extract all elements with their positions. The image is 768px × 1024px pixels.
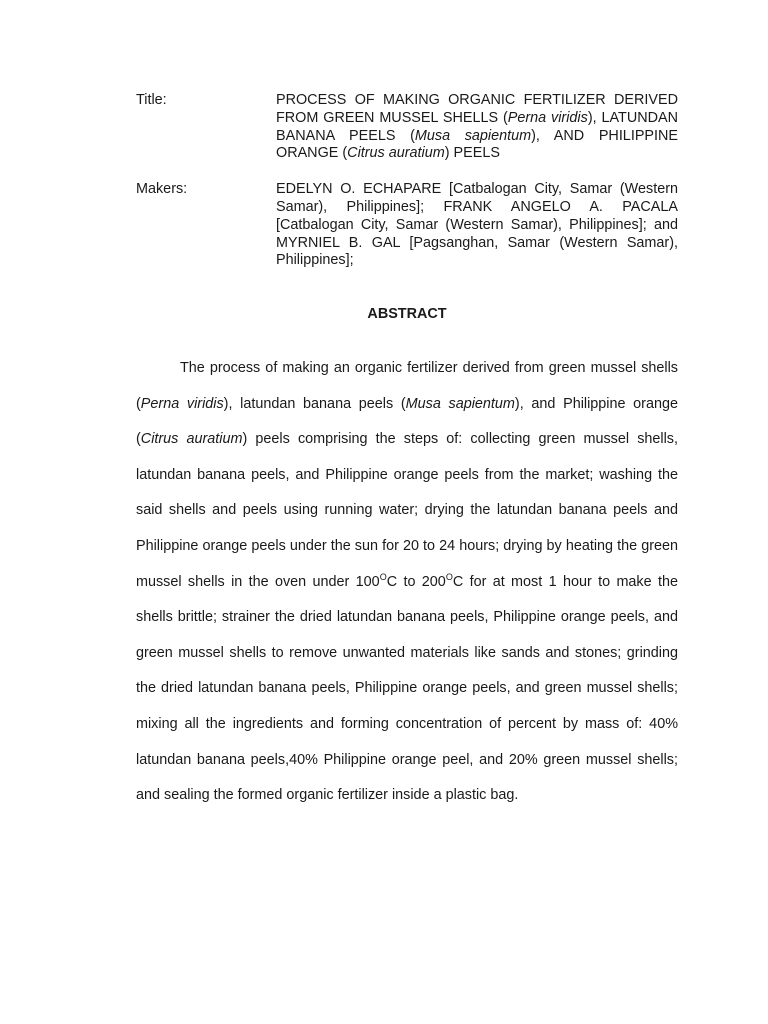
abstract-text: ), and Philippine orange ( [136, 395, 678, 448]
title-species-perna: Perna viridis [507, 109, 588, 126]
abstract-text: ) peels comprising the steps of: collecting green mussel shells, latundan banana peels, and Philippine orange peels from the market; washing the said shells and peels using running water; drying the latundan banana peels and Philippine orange peels under the sun for 20 to 24 hours; drying by heating the green mussel shells in the oven under 100 [136, 431, 678, 590]
abstract-text: C for at most 1 hour to make the shells brittle; strainer the dried latundan banana peels, Philippine orange peels, and green mussel shells to remove unwanted materials like sands and stones; grinding the dried latundan banana peels, Philippine orange peels, and green mussel shells; mixing all the ingredients and forming concentration of percent by mass of: 40% latundan banana peels,40% Philippine orange peel, and 20% green mussel shells; and sealing the formed organic fertilizer inside a plastic bag. [136, 573, 678, 804]
makers-row [136, 181, 678, 270]
abstract-species-perna: Perna viridis [140, 395, 224, 412]
makers-list: EDELYN O. ECHAPARE [Catbalogan City, Samar (Western Samar), Philippines]; FRANK ANGELO A. PACALA [Catbalogan City, Samar (Western Samar), Philippines]; and MYRNIEL B. GAL [Pagsanghan, Samar (Western Samar), Philippines]; [276, 181, 678, 269]
abstract-paragraph [136, 351, 678, 814]
abstract-text: The process of making an organic fertilizer derived from green mussel shells ( [136, 359, 678, 412]
title-species-musa: Musa sapientum [414, 127, 532, 144]
document-title [276, 92, 678, 163]
abstract-text: ), latundan banana peels ( [223, 395, 406, 412]
title-text: PROCESS OF MAKING ORGANIC FERTILIZER DERIVED FROM GREEN MUSSEL SHELLS ( [276, 92, 678, 126]
makers-label: Makers: [136, 181, 188, 198]
title-row [136, 92, 678, 163]
abstract-text: C to 200 [386, 573, 446, 590]
title-species-citrus: Citrus auratium [347, 145, 445, 162]
abstract-species-musa: Musa sapientum [405, 395, 515, 412]
title-label: Title: [136, 92, 167, 108]
title-text: ), AND PHILIPPINE ORANGE ( [276, 127, 678, 162]
title-text: ) PEELS [444, 145, 500, 162]
degree-superscript: O [379, 571, 387, 582]
abstract-heading: ABSTRACT [367, 306, 447, 323]
document-page [136, 92, 678, 814]
abstract-species-citrus: Citrus auratium [140, 431, 243, 448]
title-text: ), LATUNDAN BANANA PEELS ( [276, 109, 679, 144]
degree-superscript: O [445, 571, 453, 582]
